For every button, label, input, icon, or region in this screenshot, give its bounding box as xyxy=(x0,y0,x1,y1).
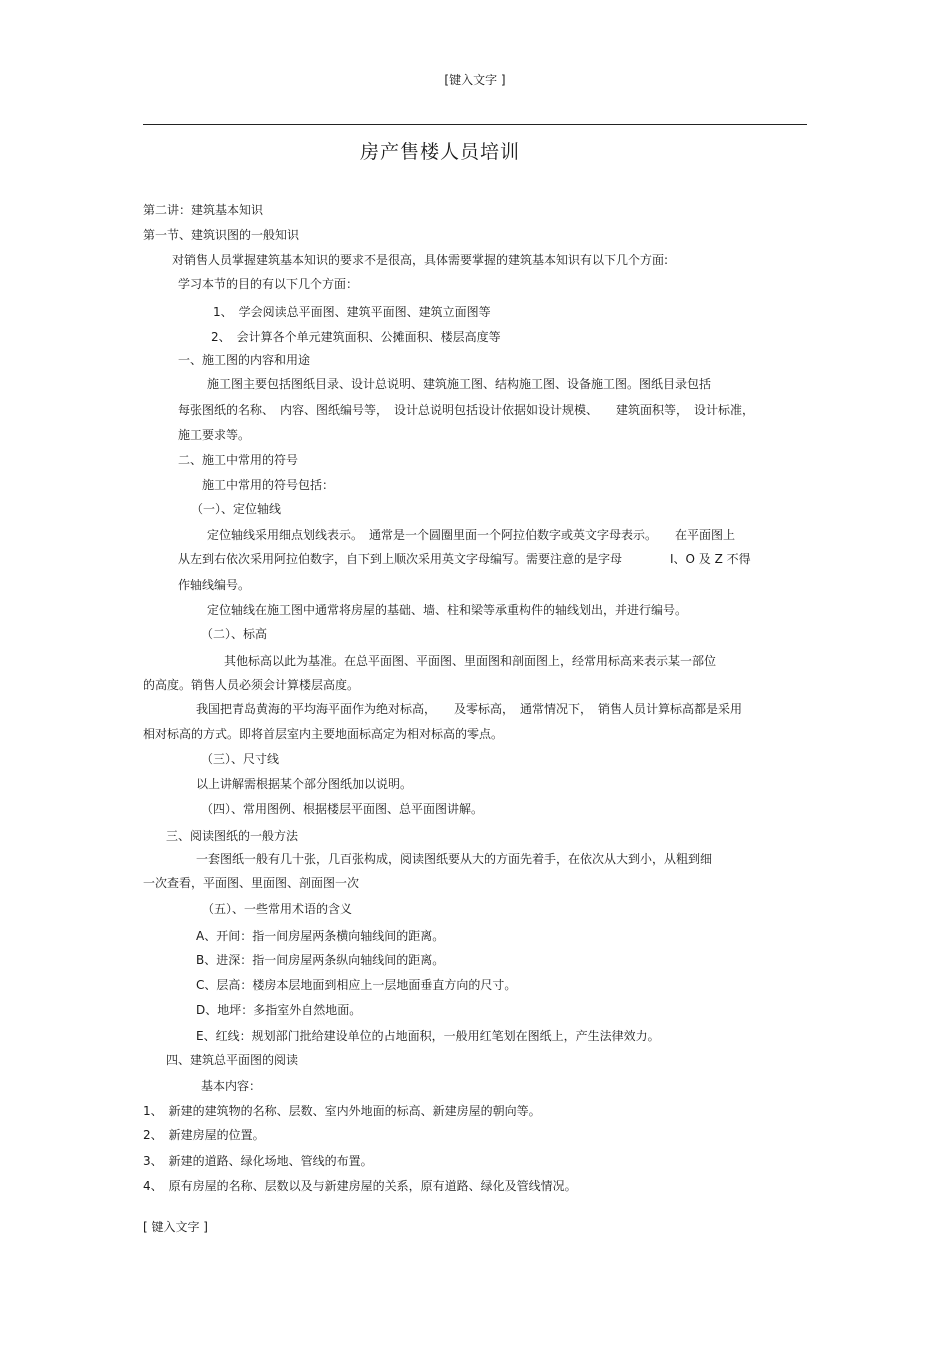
body-line: 第二讲：建筑基本知识 xyxy=(143,203,264,217)
body-line: 基本内容： xyxy=(201,1079,262,1093)
header-rule xyxy=(143,124,807,125)
page-header: [键入文字 ] xyxy=(444,73,506,87)
body-line: A、开间：指一间房屋两条横向轴线间的距离。 xyxy=(196,929,445,943)
body-line: 第一节、建筑识图的一般知识 xyxy=(143,228,300,242)
document-title: 房产售楼人员培训 xyxy=(359,141,520,163)
body-line: （三）、尺寸线 xyxy=(201,752,280,766)
body-line: 施工图主要包括图纸目录、设计总说明、建筑施工图、结构施工图、设备施工图。图纸目录包括 xyxy=(207,377,712,391)
body-line: 定位轴线采用细点划线表示。 通常是一个圆圈里面一个阿拉伯数字或英文字母表示。 在平面图上 xyxy=(207,528,736,542)
body-line: 4、 原有房屋的名称、层数以及与新建房屋的关系，原有道路、绿化及管线情况。 xyxy=(143,1179,577,1193)
body-line: 2、 会计算各个单元建筑面积、公摊面积、楼层高度等 xyxy=(211,330,501,344)
body-line: 学习本节的目的有以下几个方面： xyxy=(178,277,359,291)
body-line: E、红线：规划部门批给建设单位的占地面积，一般用红笔划在图纸上，产生法律效力。 xyxy=(196,1029,660,1043)
body-line: 的高度。销售人员必须会计算楼层高度。 xyxy=(143,678,360,692)
body-line: 相对标高的方式。即将首层室内主要地面标高定为相对标高的零点。 xyxy=(143,727,504,741)
body-line: 每张图纸的名称、 内容、图纸编号等， 设计总说明包括设计依据如设计规模、 建筑面积等， 设计标准， xyxy=(178,403,755,417)
body-line: 一、施工图的内容和用途 xyxy=(178,353,311,367)
body-line: 1、 学会阅读总平面图、建筑平面图、建筑立面图等 xyxy=(213,305,491,319)
page-footer: [ 键入文字 ] xyxy=(143,1220,208,1234)
body-line: 一次查看，平面图、里面图、剖面图一次 xyxy=(143,876,360,890)
body-line: 施工中常用的符号包括： xyxy=(202,478,335,492)
body-line: 四、建筑总平面图的阅读 xyxy=(166,1053,299,1067)
body-line: 我国把青岛黄海的平均海平面作为绝对标高， 及零标高， 通常情况下， 销售人员计算标高都是采用 xyxy=(196,702,743,716)
body-line: （二）、标高 xyxy=(201,627,268,641)
body-line: （一）、定位轴线 xyxy=(191,502,282,516)
body-line: 其他标高以此为基准。在总平面图、平面图、里面图和剖面图上，经常用标高来表示某一部位 xyxy=(224,654,717,668)
body-line: 以上讲解需根据某个部分图纸加以说明。 xyxy=(196,777,413,791)
body-line: （五）、一些常用术语的含义 xyxy=(202,902,353,916)
body-line: 对销售人员掌握建筑基本知识的要求不是很高，具体需要掌握的建筑基本知识有以下几个方面: xyxy=(172,253,669,267)
body-line: D、地坪：多指室外自然地面。 xyxy=(196,1003,362,1017)
body-line: 定位轴线在施工图中通常将房屋的基础、墙、柱和梁等承重构件的轴线划出，并进行编号。 xyxy=(207,603,688,617)
body-line: 二、施工中常用的符号 xyxy=(178,453,299,467)
body-line: 1、 新建的建筑物的名称、层数、室内外地面的标高、新建房屋的朝向等。 xyxy=(143,1104,541,1118)
body-line: 3、 新建的道路、绿化场地、管线的布置。 xyxy=(143,1154,373,1168)
body-line: （四）、常用图例、根据楼层平面图、总平面图讲解。 xyxy=(201,802,484,816)
body-line: 一套图纸一般有几十张，几百张构成，阅读图纸要从大的方面先着手，在依次从大到小，从粗到细 xyxy=(196,852,713,866)
body-line: 施工要求等。 xyxy=(178,428,251,442)
body-line: B、进深：指一间房屋两条纵向轴线间的距离。 xyxy=(196,953,445,967)
body-line: C、层高：楼房本层地面到相应上一层地面垂直方向的尺寸。 xyxy=(196,978,517,992)
body-line: 从左到右依次采用阿拉伯数字，自下到上顺次采用英文字母编写。需要注意的是字母 I、O 及 Z 不得 xyxy=(178,552,751,566)
body-line: 2、 新建房屋的位置。 xyxy=(143,1128,265,1142)
body-line: 作轴线编号。 xyxy=(178,578,251,592)
body-line: 三、阅读图纸的一般方法 xyxy=(166,829,299,843)
